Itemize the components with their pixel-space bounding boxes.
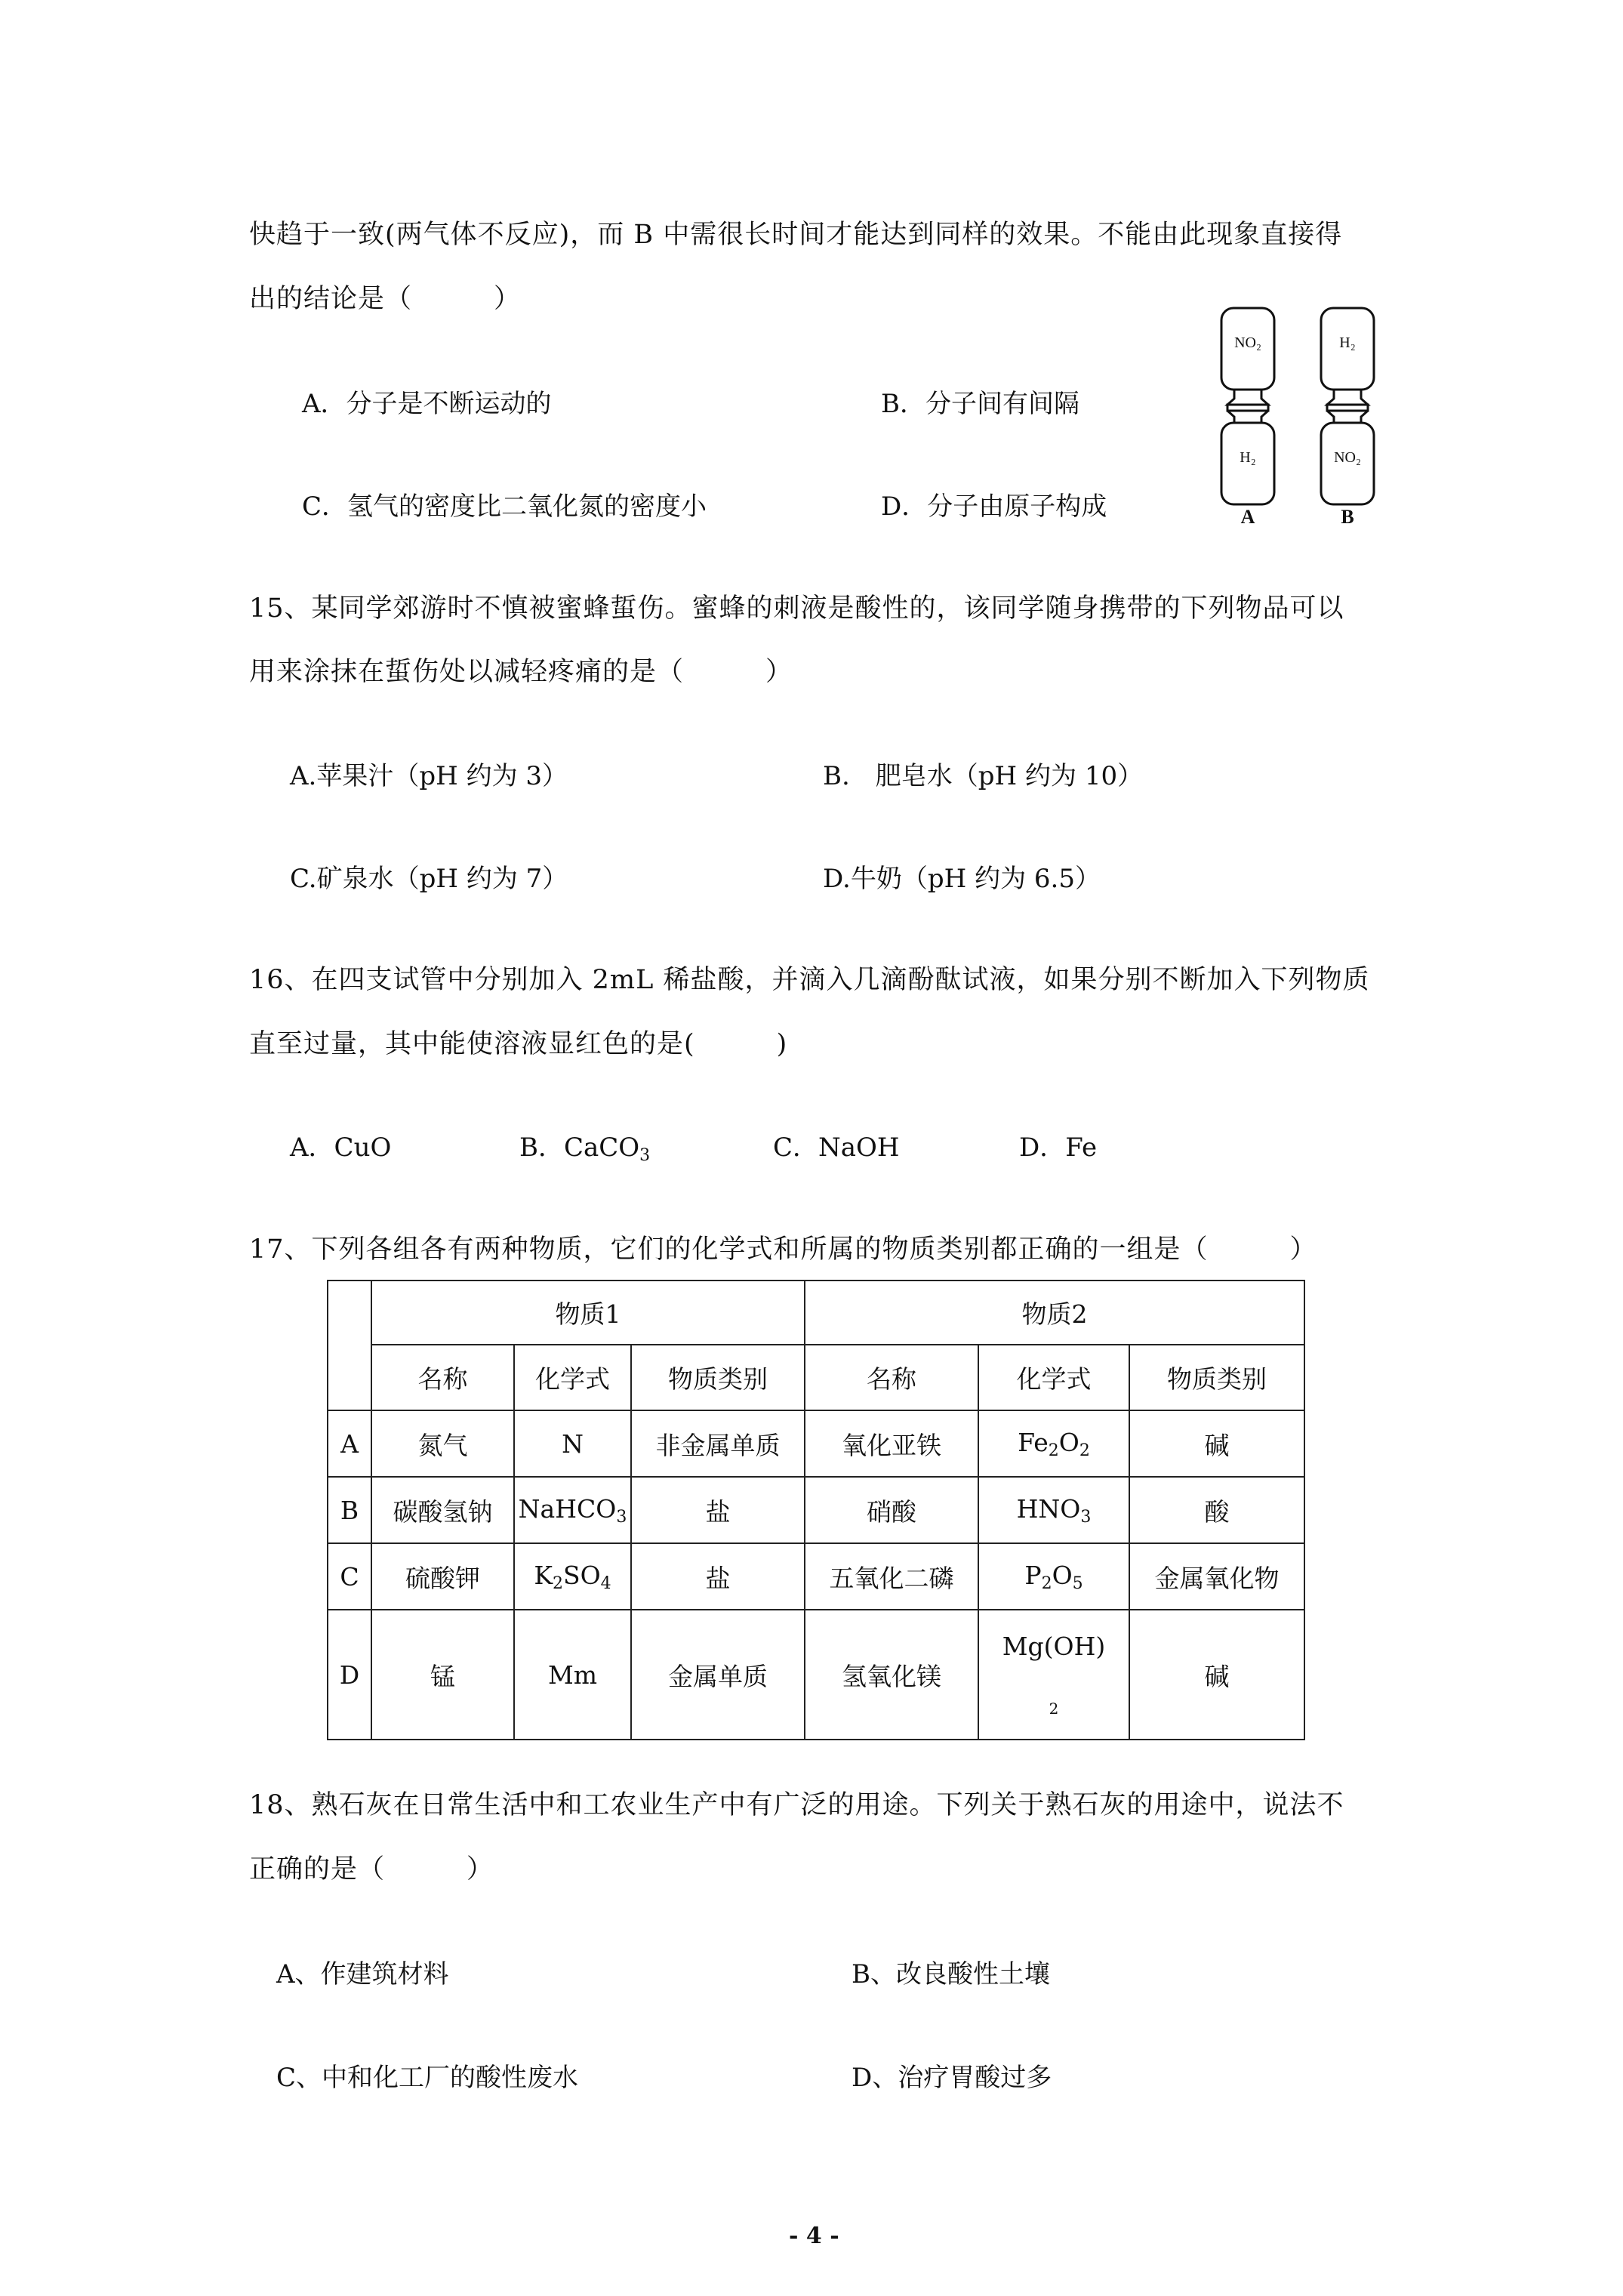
- q18-option-a: A、作建筑材料: [276, 1959, 449, 1989]
- table-row: [328, 1477, 1304, 1543]
- q15-option-a: A.苹果汁（pH 约为 3）: [290, 761, 568, 791]
- cell-name1: 硫酸钾: [371, 1543, 514, 1610]
- table-row: [328, 1410, 1304, 1477]
- q18-stem-line1: 18、熟石灰在日常生活中和工农业生产中有广泛的用途。下列关于熟石灰的用途中，说法不: [249, 1790, 1344, 1820]
- q18-option-c: C、中和化工厂的酸性废水: [276, 2063, 579, 2093]
- bottle-a-top-label: NO₂: [1234, 334, 1261, 351]
- cell-name2: 氢氧化镁: [805, 1610, 978, 1740]
- bottle-a-neck-bottom: [1227, 411, 1268, 423]
- bottle-b-top-label: H₂: [1339, 334, 1356, 351]
- table-row: [328, 1543, 1304, 1610]
- row-label: C: [328, 1543, 371, 1610]
- row-label: B: [328, 1477, 371, 1543]
- q15-option-b: B. 肥皂水（pH 约为 10）: [823, 761, 1144, 791]
- q16-option-b: B．CaCO$_3$: [519, 1133, 651, 1165]
- cell-name1: 碳酸氢钠: [371, 1477, 514, 1543]
- table-column-header-row: [328, 1345, 1304, 1410]
- q14-option-d: D．分子由原子构成: [881, 492, 1107, 522]
- q16-option-c: C．NaOH: [773, 1133, 900, 1163]
- q18-option-b: B、改良酸性土壤: [852, 1959, 1050, 1989]
- cell-name2: 硝酸: [805, 1477, 978, 1543]
- q14-stem-line2: 出的结论是（ ）: [249, 284, 522, 314]
- q14-stem-line1: 快趋于一致(两气体不反应)，而 B 中需很长时间才能达到同样的效果。不能由此现象直接得: [249, 220, 1343, 250]
- cell-class1: 金属单质: [631, 1610, 805, 1740]
- cell-class2: 金属氧化物: [1129, 1543, 1304, 1610]
- gas-diffusion-figure: [1208, 302, 1404, 529]
- table-row: [328, 1610, 1304, 1740]
- q14-option-c: C．氢气的密度比二氧化氮的密度小: [302, 492, 707, 522]
- q15-option-d: D.牛奶（pH 约为 6.5）: [823, 864, 1101, 894]
- figure-label-a: A: [1240, 506, 1255, 528]
- col-header-class1: 物质类别: [631, 1345, 805, 1410]
- q15-stem-line2: 用来涂抹在蜇伤处以减轻疼痛的是（ ）: [249, 657, 793, 687]
- q14-option-a: A．分子是不断运动的: [302, 389, 552, 419]
- row-label: A: [328, 1410, 371, 1477]
- figure-label-b: B: [1341, 506, 1354, 528]
- cell-formula1: N: [514, 1410, 631, 1477]
- cell-formula1: NaHCO$_3$: [514, 1477, 631, 1543]
- cell-formula2: $Fe_2O_2$: [978, 1410, 1129, 1477]
- formula2-subscript: 2: [1049, 1699, 1059, 1718]
- q16-option-a: A．CuO: [290, 1133, 392, 1163]
- cell-formula2: [978, 1610, 1129, 1740]
- cell-name2: 氧化亚铁: [805, 1410, 978, 1477]
- cell-formula2: $HNO_3$: [978, 1477, 1129, 1543]
- q17-stem: 17、下列各组各有两种物质，它们的化学式和所属的物质类别都正确的一组是（ ）: [249, 1234, 1317, 1265]
- row-label: D: [328, 1610, 371, 1740]
- col-header-formula1: 化学式: [514, 1345, 631, 1410]
- bottle-b-joint: [1327, 405, 1368, 411]
- cell-class1: 非金属单质: [631, 1410, 805, 1477]
- bottle-a-neck-top: [1227, 390, 1268, 405]
- formula2-main: Mg(OH): [1002, 1632, 1106, 1662]
- table-group1-header: 物质1: [371, 1281, 805, 1345]
- cell-formula1: Mm: [514, 1610, 631, 1740]
- col-header-name2: 名称: [805, 1345, 978, 1410]
- col-header-name1: 名称: [371, 1345, 514, 1410]
- q16-stem-line1: 16、在四支试管中分别加入 2mL 稀盐酸，并滴入几滴酚酞试液，如果分别不断加入下列物质: [249, 965, 1370, 995]
- cell-class1: 盐: [631, 1477, 805, 1543]
- bottle-b-bottom-label: NO₂: [1334, 449, 1361, 466]
- table-group2-header: 物质2: [805, 1281, 1304, 1345]
- q14-option-b: B．分子间有间隔: [881, 389, 1079, 419]
- bottle-b-neck-bottom: [1327, 411, 1368, 423]
- cell-formula1: $K_2SO_4$: [514, 1543, 631, 1610]
- cell-formula2: $P_2O_5$: [978, 1543, 1129, 1610]
- q16-stem-line2: 直至过量，其中能使溶液显红色的是( ): [249, 1029, 788, 1059]
- cell-name2: 五氧化二磷: [805, 1543, 978, 1610]
- cell-class2: 酸: [1129, 1477, 1304, 1543]
- cell-class2: 碱: [1129, 1610, 1304, 1740]
- col-header-formula2: 化学式: [978, 1345, 1129, 1410]
- col-header-class2: 物质类别: [1129, 1345, 1304, 1410]
- bottle-a-joint: [1227, 405, 1268, 411]
- q18-stem-line2: 正确的是（ ）: [249, 1854, 494, 1885]
- table-corner-cell: [328, 1281, 371, 1410]
- bottle-b-neck-top: [1327, 390, 1368, 405]
- q15-stem-line1: 15、某同学郊游时不慎被蜜蜂蜇伤。蜜蜂的刺液是酸性的，该同学随身携带的下列物品可以: [249, 593, 1344, 624]
- q18-option-d: D、治疗胃酸过多: [852, 2063, 1052, 2093]
- page-number: - 4 -: [789, 2223, 839, 2249]
- cell-class1: 盐: [631, 1543, 805, 1610]
- q17-substance-table: [327, 1280, 1305, 1740]
- cell-name1: 氮气: [371, 1410, 514, 1477]
- q16-option-d: D．Fe: [1019, 1133, 1098, 1163]
- bottle-a-bottom-label: H₂: [1240, 449, 1256, 466]
- cell-class2: 碱: [1129, 1410, 1304, 1477]
- q15-option-c: C.矿泉水（pH 约为 7）: [290, 864, 568, 894]
- table-group-header-row: [328, 1281, 1304, 1345]
- cell-name1: 锰: [371, 1610, 514, 1740]
